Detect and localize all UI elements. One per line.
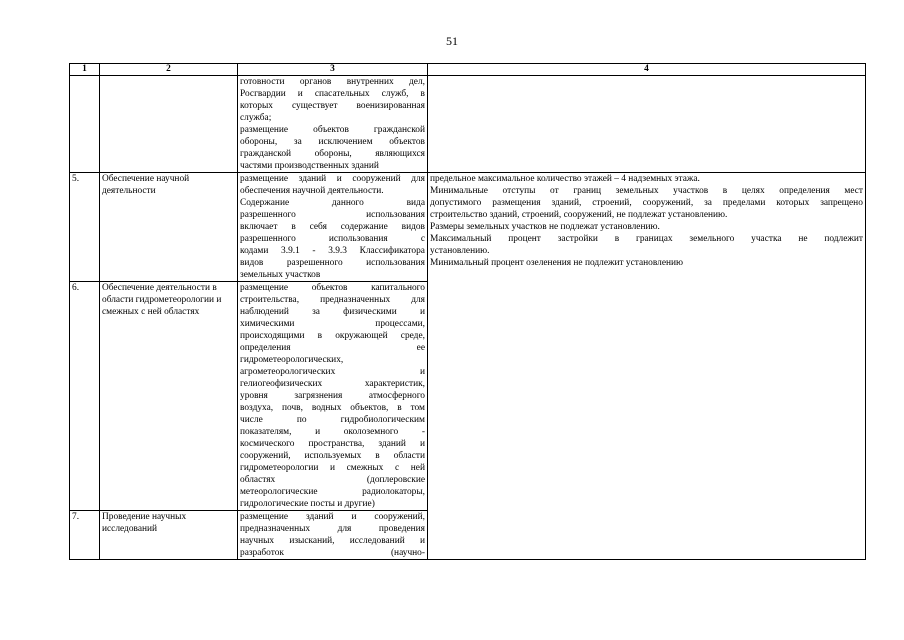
cell-description [238, 282, 428, 511]
text-line: определения ее [240, 343, 425, 353]
cell-description [238, 173, 428, 282]
cell-regulations [428, 173, 866, 560]
cell-name: Обеспечение научной деятельности [100, 173, 238, 282]
cell-regulations [428, 76, 866, 173]
text-line: размещение зданий и сооружений для [240, 174, 425, 184]
text-line: наблюдений за физическими и [240, 307, 425, 317]
text-line: Максимальный процент застройки в границах земельного участка не подлежит [430, 234, 863, 244]
text-line: воздуха, почв, водных объектов, в том [240, 403, 425, 413]
text-line: уровня загрязнения атмосферного [240, 391, 425, 401]
text-line: предельное максимальное количество этажей – 4 надземных этажа. [430, 174, 700, 184]
text-line: космического пространства, зданий и [240, 439, 425, 449]
regulations-table [69, 63, 866, 560]
cell-num: 6. [70, 282, 100, 511]
text-line: разрешенного использования с [240, 234, 425, 244]
text-line: метеорологические радиолокаторы, [240, 487, 425, 497]
header-col-1: 1 [70, 64, 100, 76]
text-line: размещение объектов гражданской [240, 125, 425, 135]
text-line: Минимальный процент озеленения не подлежит установлению [430, 258, 684, 268]
text-line: размещение зданий и сооружений, [240, 512, 425, 522]
text-line: Размеры земельных участков не подлежат установлению. [430, 222, 660, 232]
text-line: разрешенного использования [240, 210, 425, 220]
text-line: строительства, предназначенных для [240, 295, 425, 305]
text-line: гидрологические посты и другие) [240, 499, 375, 509]
text-line: строительство зданий, строений, сооружений, не подлежат установлению. [430, 210, 728, 220]
header-col-2: 2 [100, 64, 238, 76]
text-line: допустимого размещения зданий, строений, сооружений, за пределами которых запрещено [430, 198, 863, 208]
text-line: Содержание данного вида [240, 198, 425, 208]
table-row-5 [70, 173, 866, 282]
text-line: предназначенных для проведения [240, 524, 425, 534]
text-line: разработок (научно- [240, 548, 425, 558]
text-line: числе по гидробиологическим [240, 415, 425, 425]
text-line: готовности органов внутренних дел, [240, 77, 425, 87]
text-line: гидрометеорологических, [240, 355, 344, 365]
text-line: служба; [240, 113, 272, 123]
cell-num: 5. [70, 173, 100, 282]
text-line: земельных участков [240, 270, 321, 280]
text-line: гидрометеорологии и смежных с ней [240, 463, 425, 473]
text-line: гражданской обороны, являющихся [240, 149, 425, 159]
text-line: происходящими в окружающей среде, [240, 331, 425, 341]
cell-num [70, 76, 100, 173]
text-line: научных изысканий, исследований и [240, 536, 425, 546]
text-line: которых существует военизированная [240, 101, 425, 111]
header-col-4: 4 [428, 64, 866, 76]
header-row [70, 64, 866, 76]
cell-name: Проведение научных исследований [100, 511, 238, 560]
text-line: кодами 3.9.1 - 3.9.3 Классификатора [240, 246, 425, 256]
table-row-continuation [70, 76, 866, 173]
text-line: химическими процессами, [240, 319, 425, 329]
text-line: включает в себя содержание видов [240, 222, 425, 232]
text-line: сооружений, используемых в области [240, 451, 425, 461]
text-line: Росгвардии и спасательных служб, в [240, 89, 425, 99]
text-line: обеспечения научной деятельности. [240, 186, 384, 196]
text-line: агрометеорологических и [240, 367, 425, 377]
page-number: 51 [446, 34, 458, 48]
cell-description [238, 511, 428, 560]
text-line: гелиогеофизических характеристик, [240, 379, 425, 389]
text-line: Минимальные отступы от границ земельных участков в целях определения мест [430, 186, 863, 196]
text-line: показателям, и околоземного - [240, 427, 425, 437]
cell-name [100, 76, 238, 173]
cell-name: Обеспечение деятельности в области гидрометеорологии и смежных с ней областях [100, 282, 238, 511]
text-line: обороны, за исключением объектов [240, 137, 425, 147]
cell-description [238, 76, 428, 173]
text-line: размещение объектов капитального [240, 283, 425, 293]
header-col-3: 3 [238, 64, 428, 76]
text-line: установлению. [430, 246, 490, 256]
text-line: видов разрешенного использования [240, 258, 425, 268]
text-line: частями производственных зданий [240, 161, 379, 171]
cell-num: 7. [70, 511, 100, 560]
text-line: областях (доплеровские [240, 475, 425, 485]
